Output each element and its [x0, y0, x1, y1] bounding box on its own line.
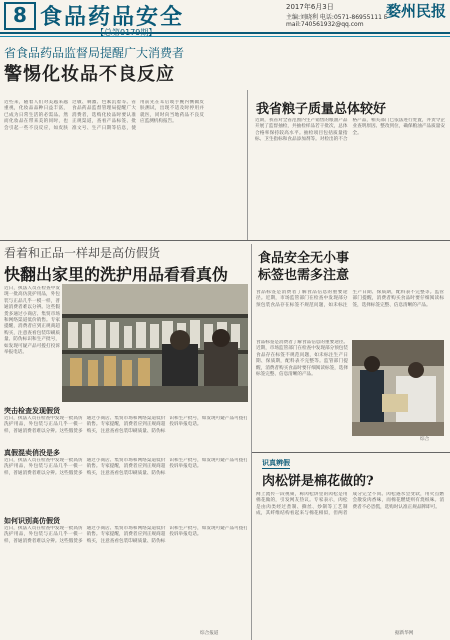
article3-subhead1: 真假混卖俏没是多: [4, 449, 60, 457]
masthead-rule-thin: [0, 36, 450, 37]
article3-body-mid: 近日，执法人员在检查中发现一批高仿洗护用品，外包装与正品几乎一模一样，普通消费者难以分辨。这些假货多通过小商店、集贸市场和网络渠道低价销售。专家提醒，消费者应到正规商超购买，注意查看包装印刷质量、防伪标识和生产批号，如发现可疑产品可拨打投诉举报电话。: [4, 416, 248, 434]
article2-body: 近期，我省对全省范围内生产销售的粮油产品开展了监督抽检，共抽检样品若干批次，总体合格率保持较高水平。抽检项目包括质量指标、卫生指标和食品添加剂等。对检出的不合格产品，相关部门已依法进行处置，并责令企业查明原因、整改到位，确保粮油产品质量安全。: [255, 118, 445, 143]
lead-kicker: 省食品药品监督局提醒广大消费者: [4, 46, 185, 60]
article3-photo: [62, 284, 248, 402]
column-divider-right: [251, 244, 252, 640]
article5-section-label: 识真辨假: [262, 459, 290, 467]
editor-line: 主编:刘晓利 电话:0571-86955111 E-mail:740561932@qq.com: [286, 14, 390, 28]
column-divider: [247, 90, 248, 240]
article4-byline: 综合: [420, 437, 430, 442]
article3-byline: 综合报道: [200, 631, 219, 636]
newspaper-logo: 婺州民报: [386, 2, 447, 20]
article4-body-top: 食品标签是消费者了解食品信息的重要途径。近期，市场监管部门在检查中发现部分预包装食品存在标签不规范问题，如未标注生产日期、保质期，配料表不完整等。监管部门提醒，消费者购买食品时要仔细阅读标签，选择标签完整、信息清晰的产品。: [256, 290, 444, 308]
masthead-rule: [0, 32, 450, 34]
page-number: 8: [4, 2, 36, 30]
issue-date: 2017年6月3日: [286, 3, 334, 11]
shelf-photo-icon: [62, 284, 248, 402]
article5-body: 网上流传一段视频，称肉松饼里的肉松是用棉花做的，引发网友热议。专家表示，肉松是由肉类经过煮制、撕丝、炒制等工艺制成，其纤维结构看起来与棉花相似，但两者成分完全不同。肉松遇水会变软，用火点燃会散发肉香味，而棉花燃烧则有烧纸味。消费者不必恐慌，选购时认准正规品牌即可。: [256, 492, 444, 517]
section-title: 食品药品安全: [40, 4, 185, 30]
article3-subhead2: 如何识别高仿假货: [4, 517, 60, 525]
article3-kicker: 看着和正品一样却是高仿假货: [4, 246, 161, 260]
article4-photo: [352, 340, 444, 436]
section-divider-right: [252, 452, 450, 453]
article3-body-lower: 近日，执法人员在检查中发现一批高仿洗护用品，外包装与正品几乎一模一样，普通消费者难以分辨。这些假货多通过小商店、集贸市场和网络渠道低价销售。专家提醒，消费者应到正规商超购买，注意查看包装印刷质量、防伪标识和生产批号，如发现可疑产品可拨打投诉举报电话。: [4, 458, 248, 476]
article4-body-left: 食品标签是消费者了解食品信息的重要途径。近期，市场监管部门在检查中发现部分预包装食品存在标签不规范问题，如未标注生产日期、保质期，配料表不完整等。监管部门提醒，消费者购买食品时要仔细阅读标签，选择标签完整、信息清晰的产品。: [256, 340, 348, 378]
article4-title: 食品安全无小事 标签也需多注意: [258, 251, 350, 283]
article5-title: 肉松饼是棉花做的?: [262, 474, 374, 489]
section-divider: [0, 240, 450, 241]
inspector-photo-icon: [352, 340, 444, 436]
article5-byline: 据新华网: [395, 631, 414, 636]
photo-caption: 突击检查发现假货: [4, 407, 60, 415]
article3-body-bottom: 近日，执法人员在检查中发现一批高仿洗护用品，外包装与正品几乎一模一样，普通消费者难以分辨。这些假货多通过小商店、集贸市场和网络渠道低价销售。专家提醒，消费者应到正规商超购买，注意查看包装印刷质量、防伪标识和生产批号，如发现可疑产品可拨打投诉举报电话。: [4, 526, 248, 544]
article3-body-left: 近日，执法人员在检查中发现一批高仿洗护用品，外包装与正品几乎一模一样，普通消费者难以分辨。这些假货多通过小商店、集贸市场和网络渠道低价销售。专家提醒，消费者应到正规商超购买，注意查看包装印刷质量、防伪标识和生产批号，如发现可疑产品可拨打投诉举报电话。: [4, 286, 60, 356]
article2-title: 我省粮子质量总体较好: [256, 102, 387, 117]
article3-title: 快翻出家里的洗护用品看看真伪: [4, 265, 229, 284]
lead-title: 警惕化妆品不良反应: [4, 64, 175, 85]
lead-body: 近些来，随着人们对美越来越重视，化妆品品种日益丰富，已成为日常生活的必需品。然而化妆品在带来美的同时，也会引起一些不良反应，如皮肤过敏、刺激、色素沉着等。省食品药品监督管理局提醒广大消费者，选购化妆品时要认准正规渠道，查看产品标签、批准文号、生产日期等信息，使用前先在耳后或手腕内侧做皮肤测试，出现不适及时停用并就医，同时向当地药品不良反应监测机构报告。: [4, 100, 204, 131]
